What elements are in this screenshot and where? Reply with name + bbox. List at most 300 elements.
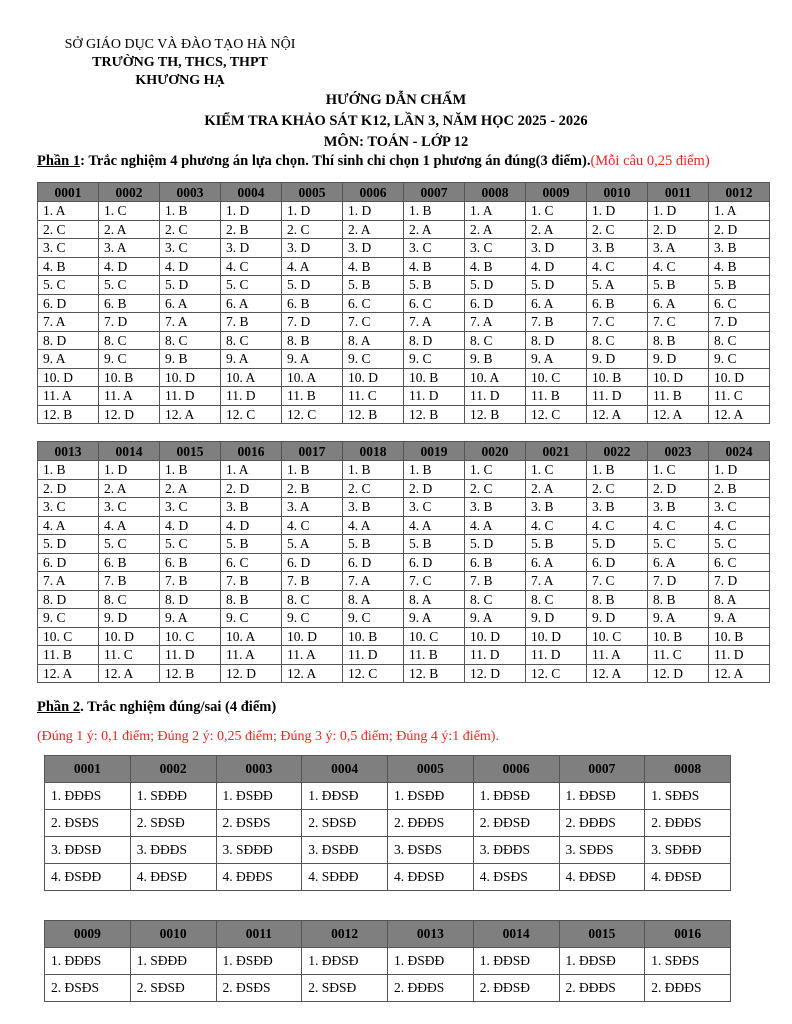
exam-code-header: 0009 (526, 183, 587, 202)
answer-cell: 8. C (221, 331, 282, 350)
answer-cell: 12. D (648, 664, 709, 683)
exam-code-header: 0003 (216, 756, 302, 783)
table-row (38, 609, 770, 628)
part1-answer-table-a (37, 182, 770, 424)
answer-cell: 2. ĐSĐS (216, 810, 302, 837)
exam-code-header: 0011 (216, 921, 302, 948)
answer-cell: 4. C (648, 516, 709, 535)
answer-cell: 8. D (526, 331, 587, 350)
answer-cell: 1. SĐĐĐ (130, 948, 216, 975)
answer-cell: 2. SĐSĐ (130, 975, 216, 1002)
answer-cell: 1. D (587, 202, 648, 221)
answer-cell: 11. C (99, 646, 160, 665)
answer-cell: 1. ĐĐSĐ (302, 948, 388, 975)
answer-cell: 2. ĐĐĐS (559, 975, 645, 1002)
answer-cell: 3. A (648, 239, 709, 258)
answer-cell: 6. A (526, 294, 587, 313)
answer-cell: 6. B (99, 294, 160, 313)
answer-cell: 3. C (160, 498, 221, 517)
answer-cell: 6. A (648, 553, 709, 572)
exam-code-header: 0005 (388, 756, 474, 783)
exam-code-header: 0014 (473, 921, 559, 948)
exam-code-header: 0023 (648, 442, 709, 461)
answer-cell: 2. A (526, 220, 587, 239)
answer-cell: 6. A (526, 553, 587, 572)
answer-cell: 1. ĐĐSĐ (559, 783, 645, 810)
answer-cell: 10. C (38, 627, 99, 646)
part2-description: . Trắc nghiệm đúng/sai (4 điểm) (80, 699, 277, 715)
answer-cell: 9. A (160, 609, 221, 628)
answer-cell: 10. D (648, 368, 709, 387)
answer-cell: 2. ĐĐSĐ (473, 975, 559, 1002)
answer-cell: 7. C (648, 313, 709, 332)
part2-label: Phần 2 (37, 699, 81, 715)
answer-cell: 12. C (526, 405, 587, 424)
answer-cell: 6. A (221, 294, 282, 313)
answer-cell: 9. A (404, 609, 465, 628)
answer-cell: 7. D (648, 572, 709, 591)
answer-cell: 12. D (99, 405, 160, 424)
answer-cell: 1. B (404, 461, 465, 480)
answer-cell: 9. A (526, 350, 587, 369)
answer-cell: 6. D (465, 294, 526, 313)
answer-cell: 2. C (587, 479, 648, 498)
answer-cell: 2. D (709, 220, 770, 239)
answer-cell: 6. B (99, 553, 160, 572)
answer-cell: 5. B (648, 276, 709, 295)
answer-cell: 9. A (221, 350, 282, 369)
answer-cell: 3. B (587, 239, 648, 258)
answer-cell: 6. A (648, 294, 709, 313)
doc-title: HƯỚNG DẪN CHẤM (325, 92, 467, 108)
answer-cell: 12. C (343, 664, 404, 683)
answer-cell: 12. B (404, 664, 465, 683)
answer-cell: 2. ĐĐSĐ (473, 810, 559, 837)
answer-cell: 3. ĐSĐĐ (302, 837, 388, 864)
answer-cell: 6. B (587, 294, 648, 313)
answer-cell: 12. D (465, 664, 526, 683)
answer-cell: 9. D (587, 350, 648, 369)
answer-cell: 3. A (282, 498, 343, 517)
part2-answer-table-b (44, 920, 731, 1002)
answer-cell: 12. A (587, 405, 648, 424)
exam-code-header: 0002 (99, 183, 160, 202)
exam-code-header: 0007 (559, 756, 645, 783)
answer-cell: 5. C (99, 535, 160, 554)
answer-cell: 8. B (221, 590, 282, 609)
answer-cell: 11. A (99, 387, 160, 406)
answer-cell: 7. C (343, 313, 404, 332)
answer-cell: 4. SĐĐĐ (302, 864, 388, 891)
answer-cell: 1. A (221, 461, 282, 480)
exam-code-header: 0008 (645, 756, 731, 783)
answer-cell: 5. B (709, 276, 770, 295)
answer-cell: 3. D (343, 239, 404, 258)
answer-cell: 3. C (465, 239, 526, 258)
answer-cell: 8. A (404, 590, 465, 609)
answer-cell: 3. SĐĐS (559, 837, 645, 864)
table-row (38, 572, 770, 591)
answer-cell: 7. A (465, 313, 526, 332)
table-row (45, 837, 731, 864)
answer-cell: 1. ĐSĐĐ (388, 948, 474, 975)
answer-cell: 5. C (221, 276, 282, 295)
answer-cell: 5. C (99, 276, 160, 295)
exam-code-header: 0001 (38, 183, 99, 202)
table-row (38, 368, 770, 387)
answer-cell: 12. A (38, 664, 99, 683)
answer-cell: 10. A (282, 368, 343, 387)
table-row (38, 387, 770, 406)
exam-code-header: 0015 (559, 921, 645, 948)
school-name-line2: KHƯƠNG HẠ (135, 73, 225, 88)
table-row (38, 239, 770, 258)
answer-cell: 10. B (343, 627, 404, 646)
answer-cell: 9. D (99, 609, 160, 628)
answer-cell: 4. ĐĐSĐ (130, 864, 216, 891)
answer-cell: 8. C (99, 331, 160, 350)
answer-cell: 1. C (648, 461, 709, 480)
answer-cell: 10. D (343, 368, 404, 387)
answer-cell: 1. B (343, 461, 404, 480)
answer-cell: 8. C (282, 590, 343, 609)
part1-heading (37, 153, 710, 170)
answer-cell: 12. A (99, 664, 160, 683)
answer-cell: 2. ĐĐĐS (388, 810, 474, 837)
answer-cell: 2. C (160, 220, 221, 239)
answer-cell: 3. C (709, 498, 770, 517)
header-row (38, 442, 770, 461)
answer-cell: 4. C (587, 257, 648, 276)
answer-cell: 3. D (282, 239, 343, 258)
answer-cell: 5. B (404, 535, 465, 554)
answer-cell: 1. B (38, 461, 99, 480)
table-row (38, 646, 770, 665)
answer-cell: 3. B (587, 498, 648, 517)
answer-cell: 4. C (587, 516, 648, 535)
answer-cell: 9. A (648, 609, 709, 628)
exam-code-header: 0017 (282, 442, 343, 461)
answer-cell: 1. ĐĐĐS (45, 783, 131, 810)
table-row (38, 257, 770, 276)
answer-cell: 5. C (709, 535, 770, 554)
answer-cell: 6. B (282, 294, 343, 313)
answer-cell: 3. B (221, 498, 282, 517)
header-row (45, 921, 731, 948)
exam-code-header: 0010 (587, 183, 648, 202)
answer-cell: 6. C (221, 553, 282, 572)
answer-cell: 5. D (282, 276, 343, 295)
answer-cell: 12. B (343, 405, 404, 424)
answer-cell: 3. D (221, 239, 282, 258)
answer-cell: 3. B (648, 498, 709, 517)
answer-cell: 10. D (38, 368, 99, 387)
answer-cell: 12. B (465, 405, 526, 424)
answer-cell: 4. A (38, 516, 99, 535)
exam-code-header: 0015 (160, 442, 221, 461)
answer-cell: 4. C (282, 516, 343, 535)
answer-cell: 8. D (38, 331, 99, 350)
exam-code-header: 0006 (343, 183, 404, 202)
answer-cell: 2. A (404, 220, 465, 239)
answer-cell: 6. B (465, 553, 526, 572)
answer-cell: 7. A (160, 313, 221, 332)
answer-cell: 12. C (221, 405, 282, 424)
answer-cell: 1. D (99, 461, 160, 480)
part1-answer-table-b (37, 441, 770, 683)
answer-cell: 4. A (99, 516, 160, 535)
answer-cell: 4. A (282, 257, 343, 276)
answer-cell: 3. C (38, 239, 99, 258)
answer-cell: 7. B (526, 313, 587, 332)
answer-cell: 2. C (282, 220, 343, 239)
answer-cell: 8. A (343, 331, 404, 350)
table-row (38, 276, 770, 295)
answer-cell: 11. A (282, 646, 343, 665)
answer-cell: 11. D (160, 387, 221, 406)
answer-cell: 12. B (38, 405, 99, 424)
answer-cell: 5. D (526, 276, 587, 295)
answer-cell: 7. B (99, 572, 160, 591)
answer-cell: 8. C (465, 331, 526, 350)
exam-code-header: 0012 (709, 183, 770, 202)
answer-cell: 1. SĐĐS (645, 948, 731, 975)
answer-cell: 5. A (587, 276, 648, 295)
answer-cell: 6. D (282, 553, 343, 572)
answer-cell: 4. D (99, 257, 160, 276)
part1-note: (Mỗi câu 0,25 điểm) (590, 153, 710, 169)
answer-cell: 1. ĐĐĐS (45, 948, 131, 975)
department-name: SỞ GIÁO DỤC VÀ ĐÀO TẠO HÀ NỘI (64, 37, 296, 52)
answer-cell: 9. C (343, 350, 404, 369)
answer-cell: 11. A (38, 387, 99, 406)
answer-cell: 11. D (404, 387, 465, 406)
exam-code-header: 0010 (130, 921, 216, 948)
answer-cell: 7. D (709, 572, 770, 591)
answer-cell: 1. A (465, 202, 526, 221)
answer-cell: 8. C (709, 331, 770, 350)
answer-cell: 5. B (343, 535, 404, 554)
answer-cell: 1. C (465, 461, 526, 480)
answer-cell: 4. D (526, 257, 587, 276)
answer-cell: 1. D (221, 202, 282, 221)
header-row (45, 756, 731, 783)
answer-cell: 3. ĐĐĐS (473, 837, 559, 864)
answer-cell: 9. B (465, 350, 526, 369)
table-row (38, 331, 770, 350)
answer-cell: 4. ĐĐSĐ (559, 864, 645, 891)
answer-cell: 1. B (160, 202, 221, 221)
answer-cell: 10. A (221, 368, 282, 387)
answer-cell: 3. B (709, 239, 770, 258)
table-row (38, 350, 770, 369)
answer-cell: 4. ĐĐSĐ (645, 864, 731, 891)
answer-cell: 4. C (648, 257, 709, 276)
table-row (38, 313, 770, 332)
answer-cell: 1. A (709, 202, 770, 221)
answer-cell: 12. A (709, 405, 770, 424)
exam-code-header: 0012 (302, 921, 388, 948)
answer-cell: 7. C (587, 313, 648, 332)
answer-cell: 8. C (160, 331, 221, 350)
answer-cell: 2. ĐSĐS (216, 975, 302, 1002)
answer-cell: 2. ĐSĐS (45, 810, 131, 837)
answer-cell: 4. A (343, 516, 404, 535)
answer-cell: 3. C (160, 239, 221, 258)
answer-cell: 12. C (526, 664, 587, 683)
answer-cell: 2. ĐĐĐS (645, 975, 731, 1002)
answer-cell: 10. B (587, 368, 648, 387)
answer-cell: 11. D (587, 387, 648, 406)
answer-cell: 4. D (160, 516, 221, 535)
answer-cell: 3. SĐĐĐ (645, 837, 731, 864)
answer-cell: 3. C (38, 498, 99, 517)
table-row (38, 535, 770, 554)
answer-cell: 4. A (404, 516, 465, 535)
answer-cell: 10. C (404, 627, 465, 646)
answer-cell: 8. B (587, 590, 648, 609)
answer-cell: 9. A (38, 350, 99, 369)
answer-cell: 10. B (709, 627, 770, 646)
answer-cell: 8. A (343, 590, 404, 609)
answer-cell: 11. C (343, 387, 404, 406)
answer-cell: 11. B (38, 646, 99, 665)
answer-cell: 8. B (282, 331, 343, 350)
table-row (38, 461, 770, 480)
answer-cell: 2. C (343, 479, 404, 498)
school-name-line1: TRƯỜNG TH, THCS, THPT (92, 55, 268, 70)
answer-cell: 4. C (526, 516, 587, 535)
answer-cell: 2. ĐĐĐS (388, 975, 474, 1002)
answer-cell: 5. B (221, 535, 282, 554)
answer-cell: 11. C (648, 646, 709, 665)
exam-code-header: 0003 (160, 183, 221, 202)
answer-cell: 3. B (343, 498, 404, 517)
table-row (38, 405, 770, 424)
answer-cell: 9. D (648, 350, 709, 369)
answer-cell: 10. D (282, 627, 343, 646)
answer-cell: 6. C (709, 553, 770, 572)
answer-cell: 2. A (160, 479, 221, 498)
answer-cell: 5. D (465, 535, 526, 554)
answer-cell: 12. B (160, 664, 221, 683)
answer-cell: 2. B (709, 479, 770, 498)
answer-cell: 1. ĐSĐĐ (216, 948, 302, 975)
answer-cell: 7. C (587, 572, 648, 591)
answer-cell: 12. D (221, 664, 282, 683)
answer-cell: 8. B (648, 331, 709, 350)
answer-cell: 10. B (99, 368, 160, 387)
answer-cell: 9. A (282, 350, 343, 369)
answer-cell: 12. A (648, 405, 709, 424)
table-row (38, 202, 770, 221)
answer-cell: 2. D (648, 220, 709, 239)
answer-cell: 11. A (587, 646, 648, 665)
answer-cell: 4. D (160, 257, 221, 276)
answer-cell: 2. C (38, 220, 99, 239)
answer-cell: 6. D (343, 553, 404, 572)
part1-description: : Trắc nghiệm 4 phương án lựa chọn. Thí sinh chỉ chọn 1 phương án đúng(3 điểm). (80, 153, 591, 169)
answer-cell: 9. C (221, 609, 282, 628)
answer-cell: 4. A (465, 516, 526, 535)
table-row (38, 516, 770, 535)
answer-cell: 7. B (221, 313, 282, 332)
exam-code-header: 0004 (302, 756, 388, 783)
answer-cell: 3. C (404, 498, 465, 517)
answer-cell: 5. D (465, 276, 526, 295)
answer-cell: 2. D (648, 479, 709, 498)
answer-cell: 10. B (404, 368, 465, 387)
answer-cell: 10. D (160, 368, 221, 387)
answer-cell: 3. ĐĐSĐ (45, 837, 131, 864)
answer-cell: 1. D (343, 202, 404, 221)
answer-cell: 12. A (709, 664, 770, 683)
answer-cell: 7. B (221, 572, 282, 591)
part1-label: Phần 1 (37, 153, 81, 169)
answer-cell: 2. D (38, 479, 99, 498)
answer-cell: 1. ĐĐSĐ (302, 783, 388, 810)
exam-title: KIỂM TRA KHẢO SÁT K12, LẦN 3, NĂM HỌC 2025 - 2026 (204, 113, 588, 129)
answer-cell: 4. B (709, 257, 770, 276)
answer-cell: 1. SĐĐS (645, 783, 731, 810)
answer-cell: 9. C (343, 609, 404, 628)
answer-cell: 9. C (38, 609, 99, 628)
answer-cell: 4. B (404, 257, 465, 276)
exam-code-header: 0013 (388, 921, 474, 948)
header-row (38, 183, 770, 202)
answer-cell: 2. A (343, 220, 404, 239)
answer-cell: 2. C (465, 479, 526, 498)
answer-cell: 7. A (343, 572, 404, 591)
table-row (45, 948, 731, 975)
table-row (45, 783, 731, 810)
exam-code-header: 0007 (404, 183, 465, 202)
answer-cell: 1. ĐĐSĐ (559, 948, 645, 975)
answer-cell: 11. A (221, 646, 282, 665)
exam-code-header: 0016 (645, 921, 731, 948)
answer-cell: 2. SĐSĐ (302, 810, 388, 837)
answer-cell: 2. C (587, 220, 648, 239)
answer-cell: 1. A (38, 202, 99, 221)
answer-cell: 3. ĐĐĐS (130, 837, 216, 864)
answer-cell: 8. D (160, 590, 221, 609)
answer-cell: 6. B (160, 553, 221, 572)
answer-cell: 4. B (343, 257, 404, 276)
exam-code-header: 0022 (587, 442, 648, 461)
exam-code-header: 0020 (465, 442, 526, 461)
answer-cell: 2. ĐĐĐS (559, 810, 645, 837)
answer-cell: 7. D (99, 313, 160, 332)
answer-cell: 10. C (160, 627, 221, 646)
answer-cell: 2. SĐSĐ (130, 810, 216, 837)
answer-cell: 2. B (282, 479, 343, 498)
answer-cell: 7. D (709, 313, 770, 332)
answer-cell: 5. D (587, 535, 648, 554)
answer-cell: 6. D (38, 294, 99, 313)
answer-cell: 1. ĐĐSĐ (473, 948, 559, 975)
exam-code-header: 0005 (282, 183, 343, 202)
answer-cell: 8. C (465, 590, 526, 609)
answer-cell: 8. A (709, 590, 770, 609)
answer-cell: 6. A (160, 294, 221, 313)
answer-cell: 11. D (465, 646, 526, 665)
answer-cell: 3. B (465, 498, 526, 517)
answer-cell: 10. B (648, 627, 709, 646)
exam-code-header: 0019 (404, 442, 465, 461)
answer-cell: 7. A (404, 313, 465, 332)
part2-scoring-note: (Đúng 1 ý: 0,1 điểm; Đúng 2 ý: 0,25 điểm; Đúng 3 ý: 0,5 điểm; Đúng 4 ý:1 điểm). (37, 729, 499, 744)
answer-cell: 9. C (282, 609, 343, 628)
